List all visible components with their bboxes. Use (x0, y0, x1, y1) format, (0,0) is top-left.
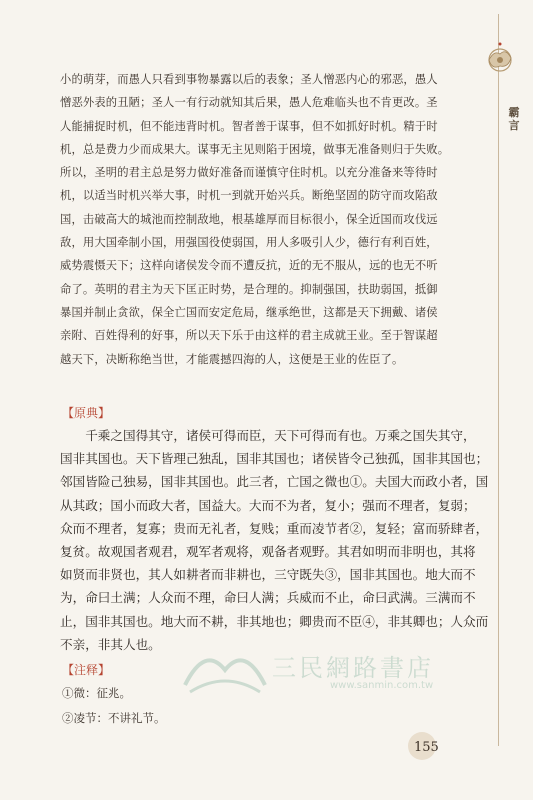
section-heading-notes: 【注释】 (62, 663, 111, 677)
watermark (180, 640, 480, 710)
watermark-text: 三民網路書店 (272, 654, 434, 682)
translation-line: 亲附、百姓得利的好事，所以天下乐于由这样的君主成就王业。至于智谋超 (60, 329, 438, 343)
original-line: 不亲，非其人也。 (60, 636, 161, 652)
translation-line: 机，以适当时机兴举大事，时机一到就开始兴兵。断绝坚固的防守而攻陷敌 (60, 189, 438, 203)
original-line: 邻国皆险己独易，国非其国也。此三者，亡国之微也①。夫国大而政小者，国 (60, 474, 489, 490)
note-item: ②凌节：不讲礼节。 (62, 711, 166, 725)
translation-line: 人能捕捉时机，但不能违背时机。智者善于谋事，但不如抓好时机。精于时 (60, 119, 438, 133)
original-line: 众而不理者，复寡；贵而无礼者，复贱；重而凌节者②，复轻；富而骄肆者， (60, 520, 489, 536)
chapter-side-title: 霸言 (508, 106, 520, 132)
dragon-ornament-icon (480, 40, 520, 80)
translation-line: 暴国并制止贪欲，保全亡国而安定危局，继承绝世，这都是天下拥戴、诸侯 (60, 305, 438, 319)
original-line: 从其政；国小而政大者，国益大。大而不为者，复小；强而不理者，复弱； (60, 497, 476, 513)
translation-line: 命了。英明的君主为天下匡正时势，是合理的。抑制强国，扶助弱国，抵御 (60, 282, 438, 296)
translation-line: 国，击破高大的城池而控制敌地，根基雄厚而目标很小，保全近国而攻伐远 (60, 212, 438, 226)
original-line: 止，国非其国也。地大而不耕，非其地也；卿贵而不臣④，非其卿也；人众而 (60, 613, 489, 629)
translation-line: 敌，用大国牵制小国，用强国役使弱国，用人多吸引人少，德行有利百姓， (60, 236, 438, 250)
translation-line: 憎恶外表的丑陋；圣人一有行动就知其后果，愚人危难临头也不肯更改。圣 (60, 96, 438, 110)
translation-line: 越天下，决断称绝当世，才能震撼四海的人，这便是王业的佐臣了。 (60, 352, 404, 366)
section-heading-original: 【原典】 (62, 406, 111, 420)
translation-line: 小的萌芽，而愚人只看到事物暴露以后的表象；圣人憎恶内心的邪恶，愚人 (60, 73, 438, 86)
page-number: 155 (414, 740, 439, 755)
watermark-url: www.sanmin.com.tw (330, 680, 434, 691)
translation-line: 所以，圣明的君主总是努力做好准备而谨慎守住时机。以充分准备来等待时 (60, 166, 438, 180)
original-line: 如贤而非贤也，其人如耕者而非耕也，三守既失③，国非其国也。地大而不 (60, 567, 476, 583)
note-item: ①微：征兆。 (62, 686, 131, 700)
translation-paragraph (60, 68, 480, 371)
original-line: 国非其国也。天下皆理己独乱，国非其国也；诸侯皆令己独孤，国非其国也； (60, 451, 489, 467)
margin-rule (498, 14, 499, 746)
original-text (60, 424, 489, 656)
translation-line: 机，总是费力少而成果大。谋事无主见则陷于困境，做事无准备则归于失败。 (60, 142, 450, 156)
original-line: 复贫。故观国者观君，观军者观将，观备者观野。其君如明而非明也，其将 (60, 544, 476, 560)
original-line: 为，命曰土满；人众而不理，命曰人满；兵威而不止，命曰武满。三满而不 (60, 590, 476, 606)
bookstore-logo-icon (180, 640, 270, 700)
translation-line: 威势震慑天下；这样向诸侯发令而不遭反抗，近的无不服从，远的也无不听 (60, 259, 438, 273)
original-line: 千乘之国得其守，诸侯可得而臣，天下可得而有也。万乘之国失其守， (60, 428, 476, 443)
